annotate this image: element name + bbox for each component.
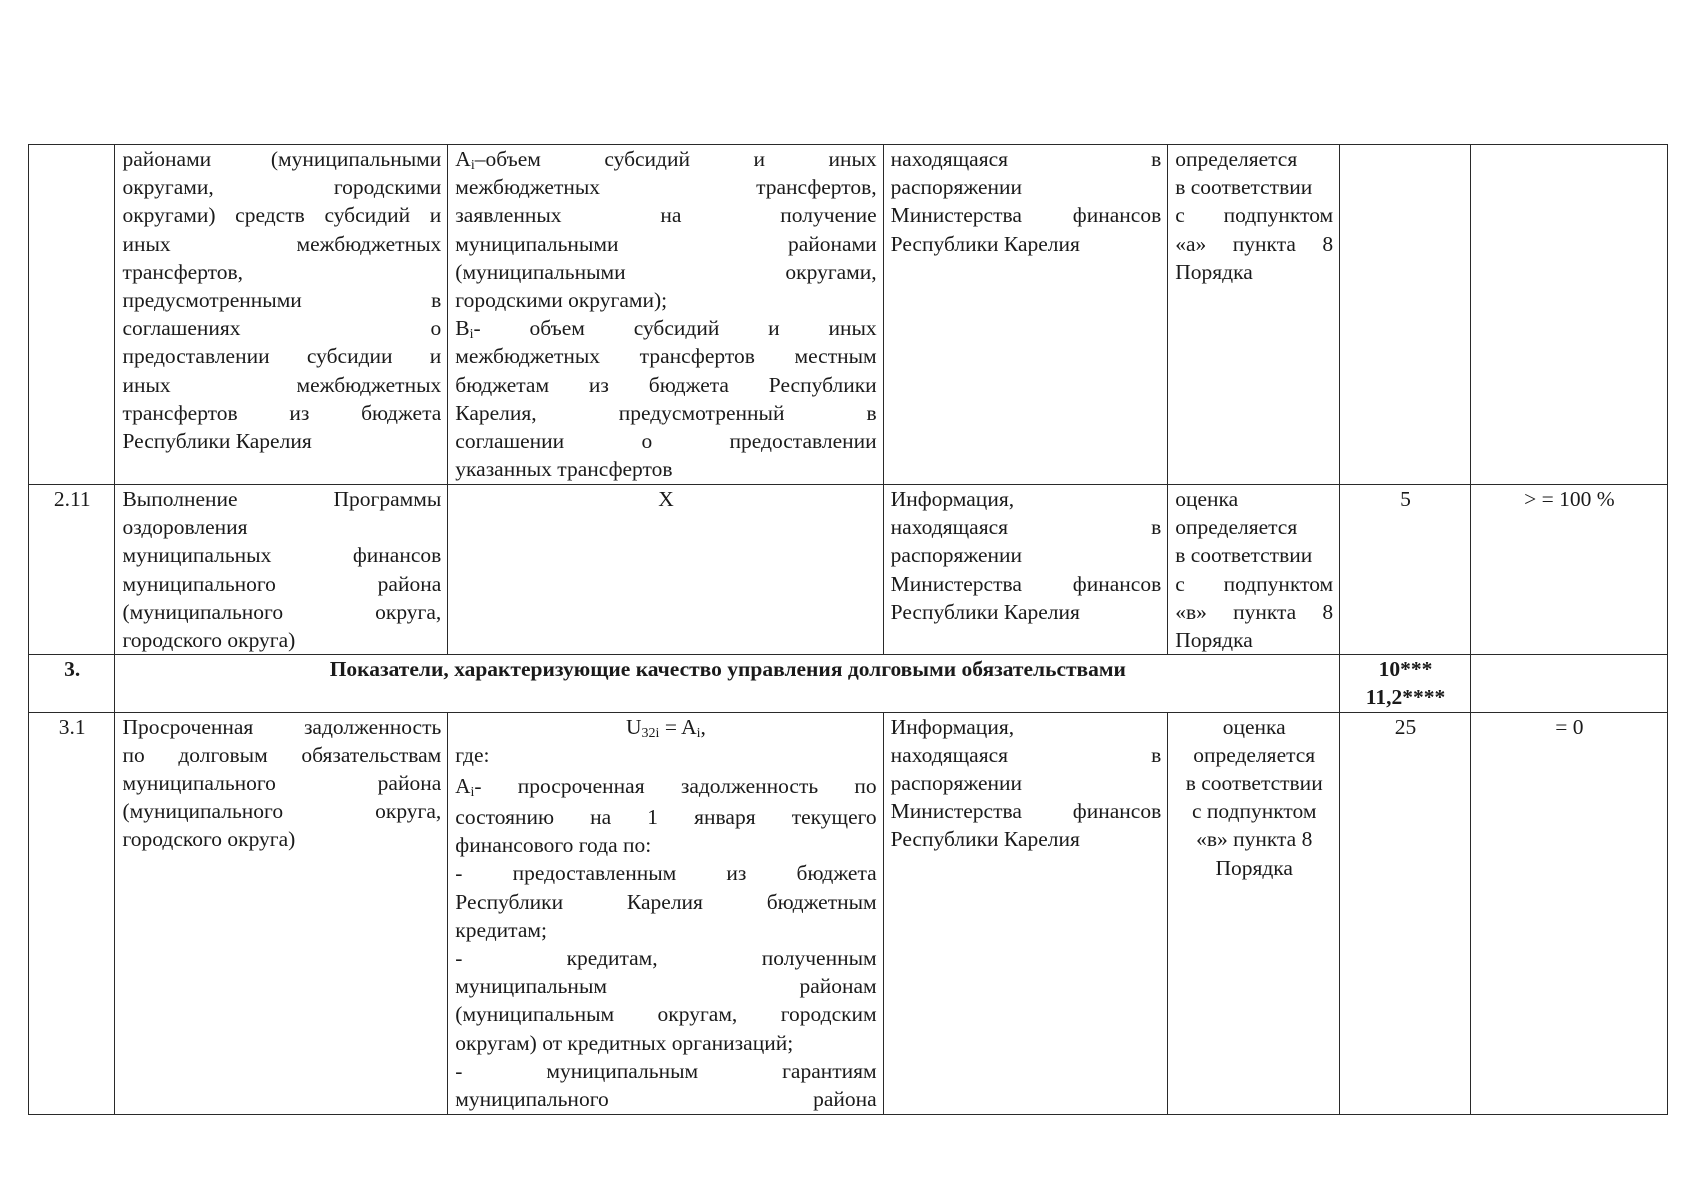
evaluation-line: в соответствии: [1175, 543, 1313, 568]
formula-line: $B_i-$ объем субсидий и иных: [455, 316, 877, 343]
indicators-table: [28, 144, 1668, 1115]
threshold-cell: = 0: [1470, 712, 1667, 1114]
evaluation-line: с подпунктом: [1191, 799, 1317, 824]
formula-line: указанных трансфертов: [455, 457, 673, 482]
indicator-line: (муниципального округа,: [122, 599, 442, 624]
row-number-cell: 2.11: [29, 485, 115, 655]
source-line: распоряжении: [890, 771, 1023, 796]
formula-cell: [448, 145, 883, 485]
evaluation-line: оценка: [1175, 487, 1239, 511]
indicator-line: иных межбюджетных: [122, 231, 442, 256]
indicator-line: иных межбюджетных: [122, 372, 442, 397]
formula-line: (муниципальными округами,: [455, 259, 877, 284]
evaluation-line: в соответствии: [1185, 771, 1323, 796]
evaluation-line: определяется: [1193, 742, 1316, 767]
source-line: Министерства финансов: [890, 203, 1162, 228]
formula-line: финансового года по:: [455, 833, 652, 858]
indicator-line: округами, городскими: [122, 175, 442, 200]
indicator-line: предоставлении субсидии и: [122, 344, 442, 369]
score-cell: 5: [1340, 485, 1471, 655]
formula-line: - муниципальным гарантиям: [455, 1058, 877, 1083]
indicator-line: Республики Карелия: [122, 429, 312, 454]
source-cell: [883, 145, 1168, 485]
source-cell: [883, 485, 1168, 655]
evaluation-cell: [1168, 145, 1340, 485]
source-cell: [883, 712, 1168, 1114]
indicator-line: городского округа): [122, 827, 296, 852]
indicator-line: муниципальных финансов: [122, 543, 442, 568]
evaluation-line: с подпунктом: [1175, 571, 1334, 596]
section-score-line: 10***: [1378, 657, 1433, 682]
evaluation-line: Порядка: [1215, 855, 1293, 880]
section-threshold-cell: [1470, 655, 1667, 712]
evaluation-line: в соответствии: [1175, 175, 1313, 200]
indicator-line: соглашениях о: [122, 316, 442, 341]
indicator-cell: [115, 145, 448, 485]
formula-line: заявленных на получение: [455, 203, 877, 228]
source-line: находящаяся в: [890, 742, 1162, 767]
indicator-line: по долговым обязательствам: [122, 742, 442, 767]
score-cell: [1340, 145, 1471, 485]
formula-line: бюджетам из бюджета Республики: [455, 372, 877, 397]
indicator-line: районами (муниципальными: [122, 147, 442, 171]
indicator-line: предусмотренными в: [122, 288, 442, 313]
formula-line: межбюджетных трансфертов местным: [455, 344, 877, 369]
source-line: Республики Карелия: [890, 827, 1080, 852]
section-title-cell: Показатели, характеризующие качество управления долговыми обязательствами: [115, 655, 1340, 712]
evaluation-line: с подпунктом: [1175, 203, 1334, 228]
formula-line: муниципальным районам: [455, 974, 877, 999]
evaluation-line: определяется: [1175, 515, 1298, 540]
formula-line: $A_i-$ просроченная задолженность по: [455, 774, 877, 801]
evaluation-line: «в» пункта 8: [1175, 599, 1334, 624]
section-number-cell: 3.: [29, 655, 115, 712]
indicator-line: оздоровления: [122, 515, 248, 540]
source-line: Республики Карелия: [890, 231, 1080, 256]
source-line: находящаяся в: [890, 147, 1162, 171]
formula-line: муниципального района: [455, 1087, 877, 1112]
formula-line: (муниципальным округам, городским: [455, 1002, 877, 1027]
formula-cell: [448, 712, 883, 1114]
formula-line: соглашении о предоставлении: [455, 429, 877, 454]
threshold-cell: [1470, 145, 1667, 485]
formula-cell: X: [448, 485, 883, 655]
indicator-line: округами) средств субсидий и: [122, 203, 442, 228]
evaluation-line: оценка: [1222, 714, 1286, 739]
source-line: распоряжении: [890, 543, 1023, 568]
indicator-line: муниципального района: [122, 771, 442, 796]
section-score-line: 11,2****: [1365, 685, 1446, 710]
formula-line: $A_i$–объем субсидий и иных: [455, 147, 877, 173]
table-row-2-11: [29, 485, 1668, 655]
evaluation-cell: [1168, 712, 1340, 1114]
evaluation-line: определяется: [1175, 147, 1298, 171]
formula-line: где:: [455, 742, 490, 767]
evaluation-line: Порядка: [1175, 628, 1253, 653]
source-line: Республики Карелия: [890, 599, 1080, 624]
source-line: Министерства финансов: [890, 799, 1162, 824]
evaluation-line: Порядка: [1175, 259, 1253, 284]
source-line: находящаяся в: [890, 515, 1162, 540]
evaluation-line: «в» пункта 8: [1196, 827, 1313, 852]
indicator-line: Выполнение Программы: [122, 487, 442, 511]
indicator-line: муниципального района: [122, 571, 442, 596]
source-line: распоряжении: [890, 175, 1023, 200]
indicator-line: трансфертов из бюджета: [122, 400, 442, 425]
formula-line: межбюджетных трансфертов,: [455, 175, 877, 200]
indicator-cell: [115, 485, 448, 655]
threshold-cell: > = 100 %: [1470, 485, 1667, 655]
formula-line: Республики Карелия бюджетным: [455, 889, 877, 914]
formula-line: городскими округами);: [455, 288, 668, 313]
indicator-line: (муниципального округа,: [122, 799, 442, 824]
formula-line: Карелия, предусмотренный в: [455, 400, 877, 425]
indicator-cell: [115, 712, 448, 1114]
section-header-row: [29, 655, 1668, 712]
formula-equation: $U_{32i} = A_i$,: [626, 714, 706, 741]
score-cell: 25: [1340, 712, 1471, 1114]
indicator-line: трансфертов,: [122, 259, 244, 284]
indicator-line: городского округа): [122, 628, 296, 653]
formula-line: муниципальными районами: [455, 231, 877, 256]
row-number-cell: 3.1: [29, 712, 115, 1114]
formula-line: состоянию на 1 января текущего: [455, 805, 877, 830]
document-page: [28, 144, 1668, 1115]
source-line: Министерства финансов: [890, 571, 1162, 596]
indicator-line: Просроченная задолженность: [122, 714, 442, 739]
evaluation-cell: [1168, 485, 1340, 655]
row-number-cell: [29, 145, 115, 485]
table-row-continued: [29, 145, 1668, 485]
table-row-3-1: [29, 712, 1668, 1114]
formula-line: кредитам;: [455, 917, 547, 942]
source-line: Информация,: [890, 487, 1015, 511]
evaluation-line: «а» пункта 8: [1175, 231, 1334, 256]
source-line: Информация,: [890, 714, 1015, 739]
formula-line: - кредитам, полученным: [455, 946, 877, 971]
section-score-cell: [1340, 655, 1471, 712]
formula-line: округам) от кредитных организаций;: [455, 1030, 794, 1055]
formula-line: - предоставленным из бюджета: [455, 861, 877, 886]
